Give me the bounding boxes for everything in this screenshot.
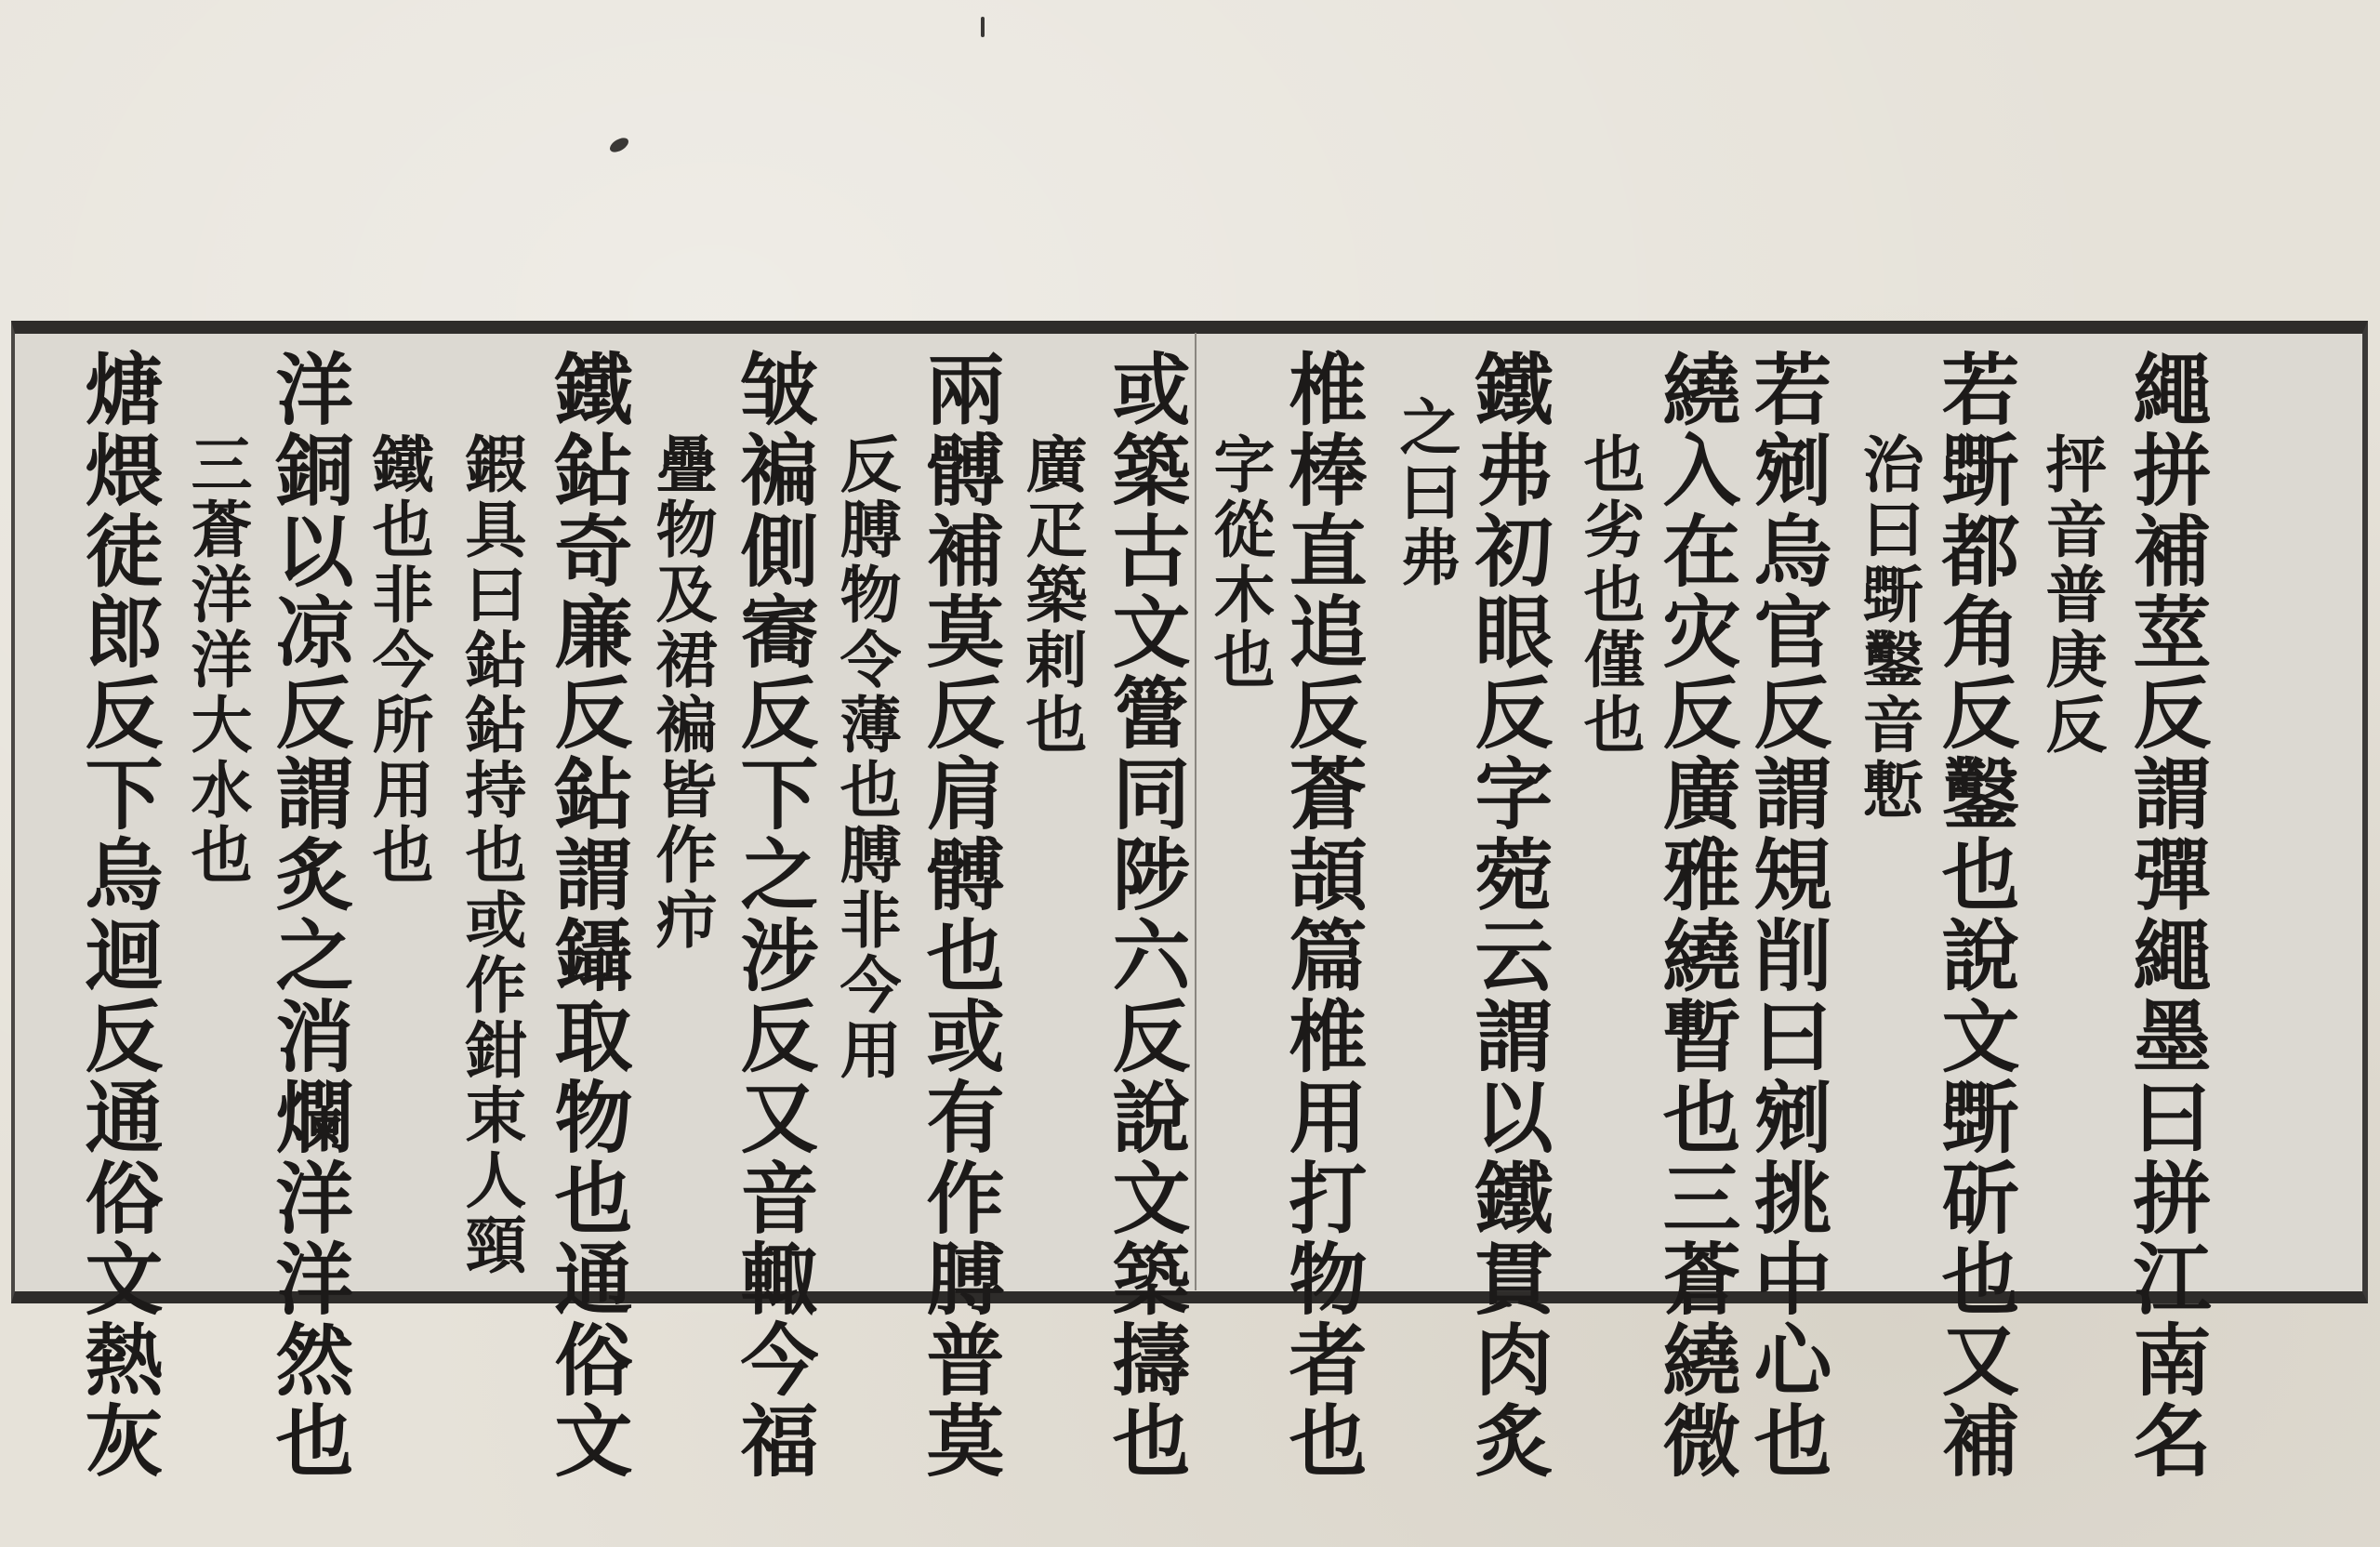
text-column: 皱褊側㝯反下之涉反又音輙今福 — [728, 349, 820, 1481]
text-column: 字從木也 — [1203, 432, 1276, 693]
text-column: 鐵也非今所用也 — [362, 432, 434, 888]
text-column: 疊物及裙褊皆作疖 — [645, 432, 718, 953]
text-column: 或築古文簹同陟六反說文築擣也 — [1100, 349, 1192, 1481]
text-column: 兩髆補莫反肩髆也或有作膊普莫 — [914, 349, 1006, 1481]
text-column: 三蒼洋洋大水也 — [180, 432, 253, 888]
text-column: 廣疋築剌也 — [1015, 432, 1088, 758]
center-fold-line — [1195, 333, 1197, 1290]
text-column: 鐵鉆奇廉反鉆謂鑷取物也通俗文 — [542, 349, 634, 1481]
text-column: 治曰斲鑿音慙 — [1852, 432, 1924, 823]
ink-spot — [607, 135, 630, 154]
text-column: 之曰弗 — [1389, 395, 1461, 590]
text-column: 鐵弗初眼反字菀云謂以鐵貫肉炙 — [1462, 349, 1554, 1481]
text-column: 鍜具曰鉆鉆持也或作鉗束人頸 — [455, 432, 527, 1278]
ink-spot — [981, 17, 985, 37]
text-column: 若斲都角反鑿也說文斲斫也又補 — [1929, 349, 2021, 1481]
text-column: 椎棒直追反蒼頡篇椎用打物者也 — [1276, 349, 1368, 1481]
text-column: 也劣也僅也 — [1573, 432, 1646, 758]
text-column: 繩拼補莖反謂彈繩墨曰拼江南名 — [2121, 349, 2213, 1481]
text-column: 洋銅以凉反謂炙之消爛洋洋然也 — [263, 349, 355, 1481]
text-column: 繞入在灾反廣雅繞暫也三蒼繞微 — [1650, 349, 1742, 1481]
text-column: 若剜烏官反謂䂓削曰剜挑中心也 — [1741, 349, 1833, 1481]
text-column: 反膊物令薄也膊非今用 — [829, 432, 902, 1083]
text-column: 煻煨徒郎反下烏迴反通俗文熱灰 — [73, 349, 165, 1481]
text-column: 抨音普庚反 — [2035, 432, 2108, 758]
